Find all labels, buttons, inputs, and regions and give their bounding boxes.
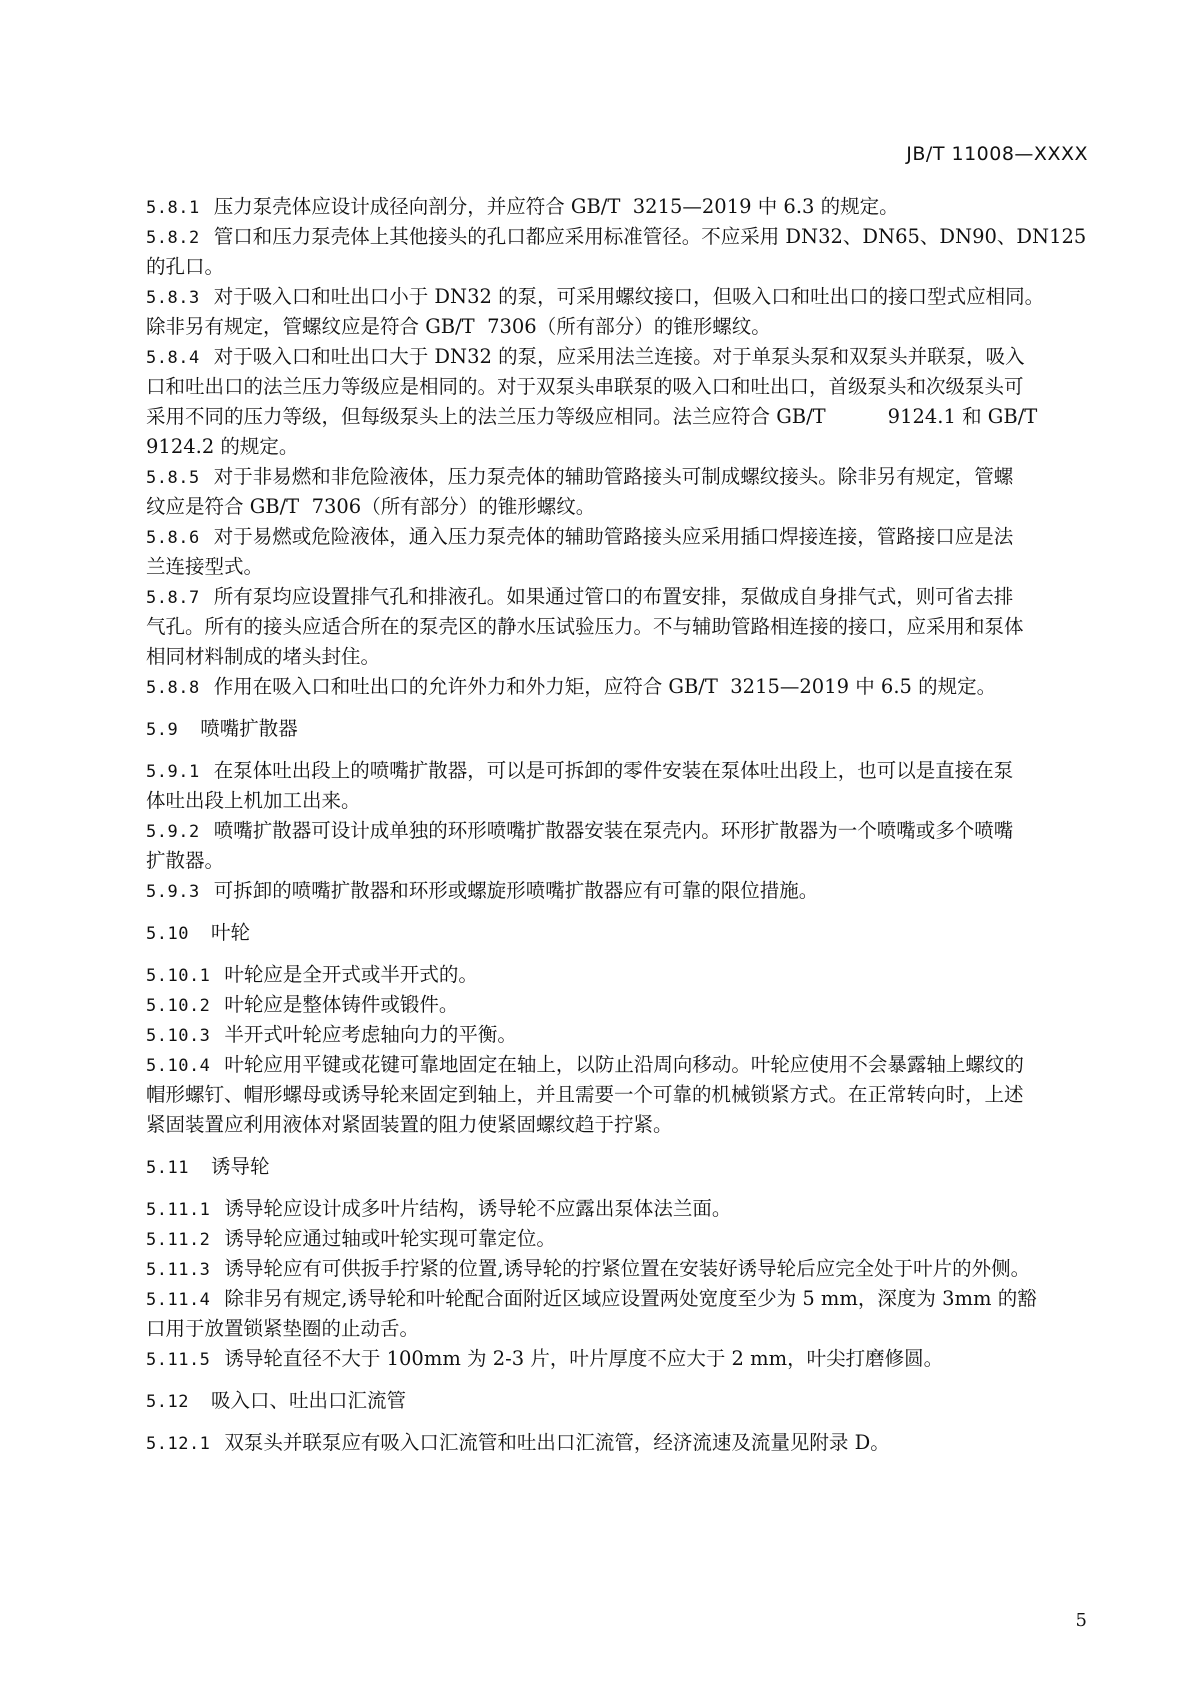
clause-text: 口用于放置锁紧垫圈的止动舌。 bbox=[146, 1317, 420, 1340]
clause-text: 诱导轮应通过轴或叶轮实现可靠定位。 bbox=[224, 1227, 556, 1250]
clause-text: 半开式叶轮应考虑轴向力的平衡。 bbox=[224, 1023, 517, 1046]
clause-line bbox=[146, 672, 1089, 702]
clause-text: 兰连接型式。 bbox=[146, 555, 264, 578]
clause-text: 相同材料制成的堵头封住。 bbox=[146, 645, 381, 668]
clause-number: 5.11.3 bbox=[146, 1260, 211, 1280]
clause-continuation-line bbox=[146, 552, 1089, 582]
clause-text: 口和吐出口的法兰压力等级应是相同的。对于双泵头串联泵的吸入口和吐出口，首级泵头和次级泵头可 bbox=[146, 375, 1024, 398]
clause-continuation-line bbox=[146, 432, 1089, 462]
clause-continuation-line bbox=[146, 252, 1089, 282]
clause-text: 喷嘴扩散器可设计成单独的环形喷嘴扩散器安装在泵壳内。环形扩散器为一个喷嘴或多个喷嘴 bbox=[213, 819, 1014, 842]
clause-number: 5.11.2 bbox=[146, 1230, 211, 1250]
page-number: 5 bbox=[1075, 1610, 1087, 1631]
clause-text: 体吐出段上机加工出来。 bbox=[146, 789, 361, 812]
clause-continuation-line bbox=[146, 492, 1089, 522]
clause-line bbox=[146, 816, 1089, 846]
clause-number: 5.8.5 bbox=[146, 468, 200, 488]
clause-text: 紧固装置应利用液体对紧固装置的阻力使紧固螺纹趋于拧紧。 bbox=[146, 1113, 673, 1136]
clause-text: 可拆卸的喷嘴扩散器和环形或螺旋形喷嘴扩散器应有可靠的限位措施。 bbox=[213, 879, 819, 902]
clause-line bbox=[146, 342, 1089, 372]
clause-continuation-line bbox=[146, 846, 1089, 876]
clause-text: 纹应是符合 GB/T 7306（所有部分）的锥形螺纹。 bbox=[146, 495, 596, 518]
clause-continuation-line bbox=[146, 312, 1089, 342]
clause-line bbox=[146, 1020, 1089, 1050]
clause-number: 5.11.4 bbox=[146, 1290, 211, 1310]
clause-continuation-line bbox=[146, 402, 1089, 432]
clause-number: 5.9.1 bbox=[146, 762, 200, 782]
clause-line bbox=[146, 222, 1089, 252]
clause-line bbox=[146, 1428, 1089, 1458]
clause-number: 5.10.3 bbox=[146, 1026, 211, 1046]
clause-text: 对于吸入口和吐出口小于 DN32 的泵，可采用螺纹接口，但吸入口和吐出口的接口型式应相同。 bbox=[213, 285, 1045, 308]
clause-text: 叶轮应是全开式或半开式的。 bbox=[224, 963, 478, 986]
clause-text: 作用在吸入口和吐出口的允许外力和外力矩，应符合 GB/T 3215—2019 中 6.5 的规定。 bbox=[213, 675, 997, 698]
clause-line bbox=[146, 192, 1089, 222]
clause-line bbox=[146, 1284, 1089, 1314]
section-heading bbox=[146, 1386, 1089, 1416]
clause-line bbox=[146, 876, 1089, 906]
clause-continuation-line bbox=[146, 372, 1089, 402]
document-id-header: JB/T 11008—XXXX bbox=[906, 143, 1088, 165]
clause-number: 5.9.3 bbox=[146, 882, 200, 902]
clause-continuation-line bbox=[146, 612, 1089, 642]
clause-number: 5.10 bbox=[146, 924, 189, 944]
clause-text: 除非另有规定，管螺纹应是符合 GB/T 7306（所有部分）的锥形螺纹。 bbox=[146, 315, 771, 338]
clause-number: 5.8.2 bbox=[146, 228, 200, 248]
clause-text: 气孔。所有的接头应适合所在的泵壳区的静水压试验压力。不与辅助管路相连接的接口，应采用和泵体 bbox=[146, 615, 1024, 638]
clause-line bbox=[146, 1344, 1089, 1374]
clause-text: 压力泵壳体应设计成径向剖分，并应符合 GB/T 3215—2019 中 6.3 的规定。 bbox=[213, 195, 899, 218]
section-title: 诱导轮 bbox=[210, 1155, 270, 1178]
clause-number: 5.8.1 bbox=[146, 198, 200, 218]
clause-number: 5.10.1 bbox=[146, 966, 211, 986]
section-heading bbox=[146, 918, 1089, 948]
clause-line bbox=[146, 756, 1089, 786]
clause-line bbox=[146, 462, 1089, 492]
clause-text: 9124.2 的规定。 bbox=[146, 435, 299, 458]
clause-text: 扩散器。 bbox=[146, 849, 225, 872]
clause-text: 诱导轮直径不大于 100mm 为 2-3 片，叶片厚度不应大于 2 mm，叶尖打磨修圆。 bbox=[224, 1347, 944, 1370]
clause-line bbox=[146, 282, 1089, 312]
clause-line bbox=[146, 1050, 1089, 1080]
section-heading bbox=[146, 1152, 1089, 1182]
clause-continuation-line bbox=[146, 1080, 1089, 1110]
clause-number: 5.11 bbox=[146, 1158, 189, 1178]
clause-continuation-line bbox=[146, 786, 1089, 816]
clause-number: 5.8.8 bbox=[146, 678, 200, 698]
section-title: 吸入口、吐出口汇流管 bbox=[210, 1389, 406, 1412]
clause-text: 叶轮应是整体铸件或锻件。 bbox=[224, 993, 459, 1016]
clause-number: 5.12 bbox=[146, 1392, 189, 1412]
clause-number: 5.9.2 bbox=[146, 822, 200, 842]
clause-text: 对于非易燃和非危险液体，压力泵壳体的辅助管路接头可制成螺纹接头。除非另有规定，管螺 bbox=[213, 465, 1014, 488]
clause-text: 除非另有规定,诱导轮和叶轮配合面附近区域应设置两处宽度至少为 5 mm，深度为 3mm 的豁 bbox=[224, 1287, 1037, 1310]
clause-continuation-line bbox=[146, 1110, 1089, 1140]
section-title: 喷嘴扩散器 bbox=[200, 717, 298, 740]
clause-line bbox=[146, 960, 1089, 990]
clause-text: 管口和压力泵壳体上其他接头的孔口都应采用标准管径。不应采用 DN32、DN65、DN90、DN125 bbox=[213, 225, 1087, 248]
clause-line bbox=[146, 522, 1089, 552]
clause-text: 对于易燃或危险液体，通入压力泵壳体的辅助管路接头应采用插口焊接连接，管路接口应是法 bbox=[213, 525, 1014, 548]
clause-line bbox=[146, 1254, 1089, 1284]
clause-number: 5.10.4 bbox=[146, 1056, 211, 1076]
clause-text: 在泵体吐出段上的喷嘴扩散器，可以是可拆卸的零件安装在泵体吐出段上，也可以是直接在泵 bbox=[213, 759, 1014, 782]
clause-line bbox=[146, 1194, 1089, 1224]
clause-text: 对于吸入口和吐出口大于 DN32 的泵，应采用法兰连接。对于单泵头泵和双泵头并联泵，吸入 bbox=[213, 345, 1025, 368]
clause-number: 5.9 bbox=[146, 720, 179, 740]
section-title: 叶轮 bbox=[210, 921, 250, 944]
clause-number: 5.8.6 bbox=[146, 528, 200, 548]
clause-number: 5.8.7 bbox=[146, 588, 200, 608]
clause-text: 帽形螺钉、帽形螺母或诱导轮来固定到轴上，并且需要一个可靠的机械锁紧方式。在正常转向时，上述 bbox=[146, 1083, 1024, 1106]
clause-text: 所有泵均应设置排气孔和排液孔。如果通过管口的布置安排，泵做成自身排气式，则可省去排 bbox=[213, 585, 1014, 608]
clause-line bbox=[146, 582, 1089, 612]
section-heading bbox=[146, 714, 1089, 744]
clause-text: 的孔口。 bbox=[146, 255, 225, 278]
clause-text: 诱导轮应有可供扳手拧紧的位置,诱导轮的拧紧位置在安装好诱导轮后应完全处于叶片的外侧。 bbox=[224, 1257, 1031, 1280]
clause-text: 采用不同的压力等级，但每级泵头上的法兰压力等级应相同。法兰应符合 GB/T 9124.1 和 GB/T bbox=[146, 405, 1038, 428]
document-body bbox=[146, 192, 1089, 1458]
clause-line bbox=[146, 1224, 1089, 1254]
clause-number: 5.12.1 bbox=[146, 1434, 211, 1454]
clause-number: 5.11.5 bbox=[146, 1350, 211, 1370]
clause-continuation-line bbox=[146, 1314, 1089, 1344]
clause-continuation-line bbox=[146, 642, 1089, 672]
clause-text: 叶轮应用平键或花键可靠地固定在轴上，以防止沿周向移动。叶轮应使用不会暴露轴上螺纹的 bbox=[224, 1053, 1024, 1076]
clause-number: 5.11.1 bbox=[146, 1200, 211, 1220]
clause-line bbox=[146, 990, 1089, 1020]
clause-text: 双泵头并联泵应有吸入口汇流管和吐出口汇流管，经济流速及流量见附录 D。 bbox=[224, 1431, 890, 1454]
clause-number: 5.8.3 bbox=[146, 288, 200, 308]
clause-number: 5.10.2 bbox=[146, 996, 211, 1016]
clause-number: 5.8.4 bbox=[146, 348, 200, 368]
clause-text: 诱导轮应设计成多叶片结构，诱导轮不应露出泵体法兰面。 bbox=[224, 1197, 732, 1220]
